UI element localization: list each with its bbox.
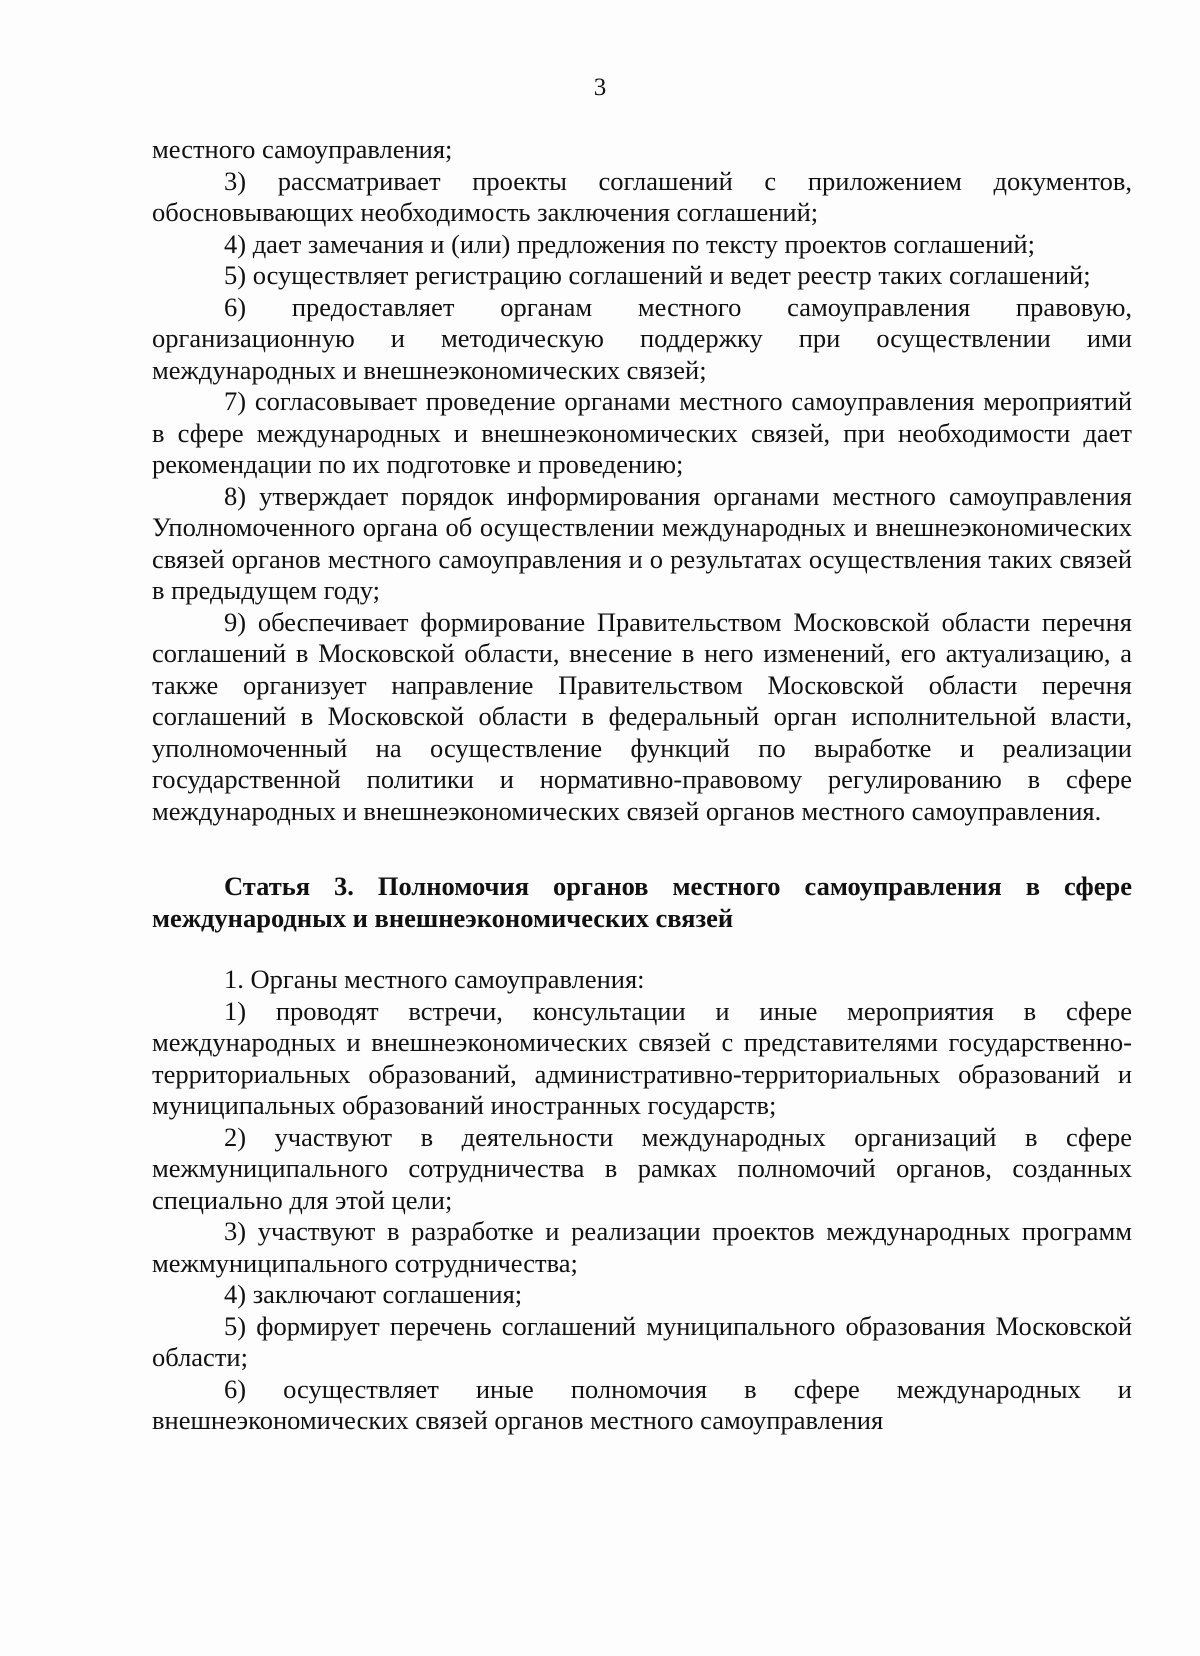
paragraph: 6) предоставляет органам местного самоуправления правовую, организационную и методическую поддержку при осуществлении ими международных и внешнеэкономических связей;	[152, 291, 1132, 385]
paragraph: 5) формирует перечень соглашений муниципального образования Московской области;	[152, 1310, 1132, 1372]
paragraph: местного самоуправления;	[152, 134, 453, 164]
paragraph: 4) дает замечания и (или) предложения по тексту проектов соглашений;	[224, 228, 1035, 259]
paragraph: 6) осуществляет иные полномочия в сфере международных и внешнеэкономических связей органов местного самоуправления	[152, 1373, 1132, 1435]
paragraph: 1. Органы местного самоуправления:	[224, 964, 645, 994]
paragraph: 1) проводят встречи, консультации и иные мероприятия в сфере международных и внешнеэкономических связей с представителями государственно-территориальных образований, административно-территориальных образований и муниципальных образований иностранных государств;	[152, 995, 1132, 1120]
article-heading: Статья 3. Полномочия органов местного самоуправления в сфере международных и внешнеэкономических связей	[152, 871, 1132, 933]
page-number: 3	[593, 74, 607, 101]
paragraph: 3) рассматривает проекты соглашений с приложением документов, обосновывающих необходимость заключения соглашений;	[152, 165, 1132, 227]
paragraph: 3) участвуют в разработке и реализации проектов международных программ межмуниципального сотрудничества;	[152, 1216, 1132, 1278]
paragraph: 2) участвуют в деятельности международных организаций в сфере межмуниципального сотрудничества в рамках полномочий органов, созданных специально для этой цели;	[152, 1121, 1132, 1215]
paragraph: 8) утверждает порядок информирования органами местного самоуправления Уполномоченного органа об осуществлении международных и внешнеэкономических связей органов местного самоуправления и о результатах осуществления таких связей в предыдущем году;	[152, 480, 1132, 605]
document-body	[152, 134, 1132, 1437]
article-3-body	[152, 964, 1132, 1437]
paragraph: 9) обеспечивает формирование Правительством Московской области перечня соглашений в Московской области, внесение в него изменений, его актуализацию, а также организует направление Правительством Московской области перечня соглашений в Московской области в федеральный орган исполнительной власти, уполномоченный на осуществление функций по выработке и реализации государственной политики и нормативно-правовому регулированию в сфере международных и внешнеэкономических связей органов местного самоуправления.	[152, 606, 1132, 826]
paragraph: 4) заключают соглашения;	[224, 1279, 523, 1309]
paragraph: 7) согласовывает проведение органами местного самоуправления мероприятий в сфере международных и внешнеэкономических связей, при необходимости дает рекомендации по их подготовке и проведению;	[152, 386, 1132, 479]
paragraph: 5) осуществляет регистрацию соглашений и ведет реестр таких соглашений;	[224, 260, 1091, 290]
article-2-continuation	[152, 134, 1132, 827]
